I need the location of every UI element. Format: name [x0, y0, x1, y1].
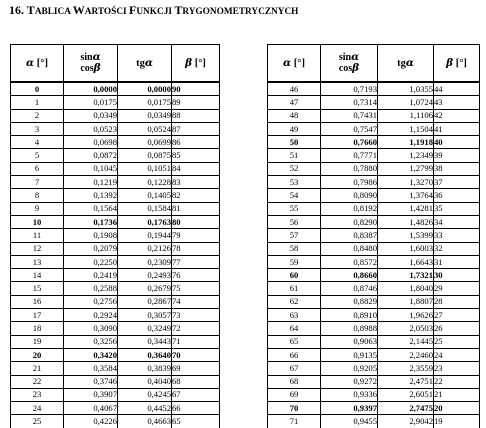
table-row	[268, 149, 480, 162]
cell-tg: 0,2309	[118, 255, 172, 268]
cell-sin-cos: 0,7771	[321, 149, 378, 162]
cell-sin-cos: 0,0175	[64, 96, 118, 109]
table-row	[11, 149, 220, 162]
title-word: UNKCJI	[136, 7, 175, 17]
table-row	[268, 229, 480, 242]
table-row	[11, 122, 220, 135]
cell-alpha: 16	[11, 295, 64, 308]
header-tg: tgα	[378, 45, 434, 83]
cell-sin-cos: 0,8660	[321, 269, 378, 282]
cell-tg: 1,6643	[378, 255, 434, 268]
title-letter: W	[72, 3, 85, 17]
cell-alpha: 19	[11, 335, 64, 348]
cell-beta: 24	[434, 348, 480, 361]
cell-beta: 89	[172, 96, 220, 109]
cell-alpha: 56	[268, 215, 321, 228]
table-row	[268, 322, 480, 335]
cell-tg: 0,3443	[118, 335, 172, 348]
cell-tg: 0,3249	[118, 322, 172, 335]
cell-sin-cos: 0,8572	[321, 255, 378, 268]
cell-alpha: 9	[11, 202, 64, 215]
cell-tg: 0,1405	[118, 189, 172, 202]
table-row	[11, 189, 220, 202]
cell-sin-cos: 0,4226	[64, 415, 118, 428]
table-row	[11, 362, 220, 375]
cell-sin-cos: 0,3256	[64, 335, 118, 348]
cell-beta: 20	[434, 402, 480, 415]
cell-beta: 71	[172, 335, 220, 348]
cell-tg: 0,4040	[118, 375, 172, 388]
cell-tg: 2,6051	[378, 388, 434, 401]
table-row	[268, 348, 480, 361]
table-row	[268, 82, 480, 96]
cell-sin-cos: 0,9135	[321, 348, 378, 361]
cell-alpha: 25	[11, 415, 64, 428]
table-row	[268, 109, 480, 122]
cell-tg: 0,4452	[118, 402, 172, 415]
header-tg: tgα	[118, 45, 172, 83]
table-row	[268, 255, 480, 268]
cell-beta: 36	[434, 189, 480, 202]
cell-tg: 0,1584	[118, 202, 172, 215]
cell-beta: 37	[434, 176, 480, 189]
cell-beta: 90	[172, 82, 220, 96]
title-word: ABLICA	[34, 7, 73, 17]
cell-beta: 41	[434, 122, 480, 135]
cell-alpha: 50	[268, 136, 321, 149]
cell-sin-cos: 0,9063	[321, 335, 378, 348]
cell-sin-cos: 0,1564	[64, 202, 118, 215]
cell-tg: 0,0524	[118, 122, 172, 135]
cell-sin-cos: 0,4067	[64, 402, 118, 415]
header-beta: β [°]	[172, 45, 220, 83]
table-row	[11, 348, 220, 361]
cell-tg: 0,1228	[118, 176, 172, 189]
cell-beta: 69	[172, 362, 220, 375]
cell-sin-cos: 0,7547	[321, 122, 378, 135]
title-number: 16.	[9, 3, 24, 17]
table-row	[11, 335, 220, 348]
cell-tg: 0,0875	[118, 149, 172, 162]
cell-tg: 0,2867	[118, 295, 172, 308]
cell-beta: 73	[172, 309, 220, 322]
table-row	[268, 122, 480, 135]
cell-tg: 1,3270	[378, 176, 434, 189]
table-row	[268, 242, 480, 255]
cell-beta: 30	[434, 269, 480, 282]
title-word: RYGONOMETRYCZNYCH	[182, 7, 299, 17]
cell-beta: 23	[434, 362, 480, 375]
cell-sin-cos: 0,3420	[64, 348, 118, 361]
cell-tg: 0,1051	[118, 162, 172, 175]
cell-tg: 0,0699	[118, 136, 172, 149]
cell-alpha: 63	[268, 309, 321, 322]
cell-tg: 1,5399	[378, 229, 434, 242]
cell-alpha: 21	[11, 362, 64, 375]
cell-alpha: 51	[268, 149, 321, 162]
cell-beta: 33	[434, 229, 480, 242]
cell-beta: 40	[434, 136, 480, 149]
cell-beta: 78	[172, 242, 220, 255]
page-title	[9, 3, 298, 18]
header-beta: β [°]	[434, 45, 480, 83]
cell-tg: 0,4663	[118, 415, 172, 428]
cell-tg: 0,4245	[118, 388, 172, 401]
cell-sin-cos: 0,2588	[64, 282, 118, 295]
table-row	[268, 189, 480, 202]
cell-alpha: 68	[268, 375, 321, 388]
title-letter: F	[129, 3, 137, 17]
cell-beta: 31	[434, 255, 480, 268]
cell-sin-cos: 0,9272	[321, 375, 378, 388]
table-row	[11, 96, 220, 109]
trig-table-left	[10, 44, 220, 428]
table-row	[268, 375, 480, 388]
cell-alpha: 64	[268, 322, 321, 335]
cell-tg: 1,0724	[378, 96, 434, 109]
cell-alpha: 12	[11, 242, 64, 255]
header-sin-cos: sinα cosβ	[321, 45, 378, 83]
cell-beta: 81	[172, 202, 220, 215]
cell-beta: 26	[434, 322, 480, 335]
cell-beta: 44	[434, 82, 480, 96]
cell-tg: 0,1944	[118, 229, 172, 242]
cell-sin-cos: 0,0349	[64, 109, 118, 122]
cell-beta: 21	[434, 388, 480, 401]
cell-alpha: 13	[11, 255, 64, 268]
cell-tg: 0,3839	[118, 362, 172, 375]
table-row	[268, 335, 480, 348]
cell-sin-cos: 0,7193	[321, 82, 378, 96]
cell-tg: 0,2493	[118, 269, 172, 282]
cell-alpha: 3	[11, 122, 64, 135]
cell-alpha: 4	[11, 136, 64, 149]
cell-tg: 0,0175	[118, 96, 172, 109]
cell-beta: 88	[172, 109, 220, 122]
table-row	[268, 162, 480, 175]
cell-sin-cos: 0,2079	[64, 242, 118, 255]
table-row	[268, 388, 480, 401]
cell-alpha: 7	[11, 176, 64, 189]
cell-tg: 2,4751	[378, 375, 434, 388]
table-row	[268, 202, 480, 215]
cell-alpha: 8	[11, 189, 64, 202]
cell-alpha: 52	[268, 162, 321, 175]
cell-alpha: 58	[268, 242, 321, 255]
cell-sin-cos: 0,3907	[64, 388, 118, 401]
table-row	[11, 176, 220, 189]
cell-tg: 1,7321	[378, 269, 434, 282]
table-row	[11, 282, 220, 295]
trig-table-right	[267, 44, 480, 428]
cell-tg: 0,3057	[118, 309, 172, 322]
cell-tg: 0,0000	[118, 82, 172, 96]
cell-tg: 1,9626	[378, 309, 434, 322]
cell-sin-cos: 0,8829	[321, 295, 378, 308]
cell-sin-cos: 0,7880	[321, 162, 378, 175]
cell-tg: 2,2460	[378, 348, 434, 361]
cell-sin-cos: 0,2924	[64, 309, 118, 322]
cell-alpha: 67	[268, 362, 321, 375]
cell-tg: 2,7475	[378, 402, 434, 415]
cell-beta: 27	[434, 309, 480, 322]
cell-beta: 65	[172, 415, 220, 428]
cell-tg: 1,2349	[378, 149, 434, 162]
cell-sin-cos: 0,8746	[321, 282, 378, 295]
cell-tg: 1,8040	[378, 282, 434, 295]
cell-alpha: 18	[11, 322, 64, 335]
header-alpha: α [°]	[11, 45, 64, 83]
table-row	[11, 255, 220, 268]
cell-alpha: 15	[11, 282, 64, 295]
cell-beta: 32	[434, 242, 480, 255]
cell-sin-cos: 0,8290	[321, 215, 378, 228]
cell-tg: 2,1445	[378, 335, 434, 348]
cell-alpha: 54	[268, 189, 321, 202]
cell-sin-cos: 0,1908	[64, 229, 118, 242]
table-row	[268, 269, 480, 282]
cell-tg: 1,8807	[378, 295, 434, 308]
cell-alpha: 11	[11, 229, 64, 242]
cell-beta: 80	[172, 215, 220, 228]
cell-sin-cos: 0,0523	[64, 122, 118, 135]
title-letter: T	[26, 3, 35, 17]
cell-alpha: 49	[268, 122, 321, 135]
cell-sin-cos: 0,7431	[321, 109, 378, 122]
cell-tg: 0,2679	[118, 282, 172, 295]
cell-alpha: 61	[268, 282, 321, 295]
cell-beta: 19	[434, 415, 480, 428]
cell-sin-cos: 0,8387	[321, 229, 378, 242]
cell-sin-cos: 0,3746	[64, 375, 118, 388]
cell-tg: 1,1918	[378, 136, 434, 149]
cell-beta: 76	[172, 269, 220, 282]
cell-alpha: 47	[268, 96, 321, 109]
cell-tg: 2,3559	[378, 362, 434, 375]
cell-alpha: 5	[11, 149, 64, 162]
cell-alpha: 62	[268, 295, 321, 308]
cell-tg: 0,1763	[118, 215, 172, 228]
cell-alpha: 65	[268, 335, 321, 348]
cell-tg: 1,2799	[378, 162, 434, 175]
cell-alpha: 60	[268, 269, 321, 282]
cell-tg: 1,4826	[378, 215, 434, 228]
table-row	[11, 388, 220, 401]
cell-beta: 25	[434, 335, 480, 348]
cell-sin-cos: 0,9205	[321, 362, 378, 375]
table-row	[11, 202, 220, 215]
table-row	[11, 295, 220, 308]
cell-alpha: 48	[268, 109, 321, 122]
cell-beta: 86	[172, 136, 220, 149]
cell-tg: 1,0355	[378, 82, 434, 96]
table-header-row	[268, 45, 480, 83]
header-sin-cos: sinα cosβ	[64, 45, 118, 83]
cell-beta: 68	[172, 375, 220, 388]
cell-sin-cos: 0,9336	[321, 388, 378, 401]
table-row	[11, 269, 220, 282]
cell-alpha: 0	[11, 82, 64, 96]
cell-tg: 0,2126	[118, 242, 172, 255]
cell-beta: 66	[172, 402, 220, 415]
cell-sin-cos: 0,8988	[321, 322, 378, 335]
cell-beta: 28	[434, 295, 480, 308]
header-alpha: α [°]	[268, 45, 321, 83]
table-row	[11, 162, 220, 175]
cell-alpha: 1	[11, 96, 64, 109]
cell-beta: 67	[172, 388, 220, 401]
cell-beta: 72	[172, 322, 220, 335]
cell-sin-cos: 0,8480	[321, 242, 378, 255]
cell-sin-cos: 0,2250	[64, 255, 118, 268]
title-word: ARTOŚCI	[84, 7, 129, 17]
cell-alpha: 17	[11, 309, 64, 322]
table-row	[268, 309, 480, 322]
cell-tg: 0,0349	[118, 109, 172, 122]
title-letter: T	[174, 3, 183, 17]
table-row	[11, 309, 220, 322]
cell-alpha: 22	[11, 375, 64, 388]
table-row	[11, 242, 220, 255]
cell-tg: 2,0503	[378, 322, 434, 335]
cell-sin-cos: 0,8192	[321, 202, 378, 215]
cell-alpha: 14	[11, 269, 64, 282]
table-header-row	[11, 45, 220, 83]
cell-beta: 85	[172, 149, 220, 162]
cell-alpha: 46	[268, 82, 321, 96]
table-row	[11, 229, 220, 242]
table-row	[268, 136, 480, 149]
cell-beta: 87	[172, 122, 220, 135]
cell-alpha: 20	[11, 348, 64, 361]
cell-tg: 0,3640	[118, 348, 172, 361]
table-row	[268, 282, 480, 295]
cell-sin-cos: 0,9455	[321, 415, 378, 428]
cell-beta: 29	[434, 282, 480, 295]
cell-tg: 1,6003	[378, 242, 434, 255]
cell-beta: 42	[434, 109, 480, 122]
cell-alpha: 23	[11, 388, 64, 401]
cell-beta: 35	[434, 202, 480, 215]
cell-sin-cos: 0,0698	[64, 136, 118, 149]
cell-sin-cos: 0,3584	[64, 362, 118, 375]
table-row	[11, 215, 220, 228]
cell-alpha: 70	[268, 402, 321, 415]
cell-beta: 82	[172, 189, 220, 202]
cell-alpha: 10	[11, 215, 64, 228]
cell-beta: 34	[434, 215, 480, 228]
table-row	[11, 136, 220, 149]
cell-beta: 43	[434, 96, 480, 109]
cell-beta: 74	[172, 295, 220, 308]
cell-sin-cos: 0,2419	[64, 269, 118, 282]
table-row	[268, 402, 480, 415]
table-row	[11, 109, 220, 122]
cell-sin-cos: 0,8090	[321, 189, 378, 202]
cell-beta: 70	[172, 348, 220, 361]
cell-tg: 1,1106	[378, 109, 434, 122]
cell-beta: 84	[172, 162, 220, 175]
table-row	[268, 295, 480, 308]
cell-alpha: 2	[11, 109, 64, 122]
cell-sin-cos: 0,1392	[64, 189, 118, 202]
table-row	[268, 96, 480, 109]
cell-beta: 22	[434, 375, 480, 388]
cell-sin-cos: 0,0000	[64, 82, 118, 96]
cell-sin-cos: 0,7660	[321, 136, 378, 149]
cell-beta: 75	[172, 282, 220, 295]
cell-sin-cos: 0,8910	[321, 309, 378, 322]
table-row	[11, 415, 220, 428]
cell-beta: 79	[172, 229, 220, 242]
cell-sin-cos: 0,0872	[64, 149, 118, 162]
cell-alpha: 66	[268, 348, 321, 361]
table-row	[11, 322, 220, 335]
cell-sin-cos: 0,2756	[64, 295, 118, 308]
table-row	[268, 415, 480, 428]
cell-tg: 1,1504	[378, 122, 434, 135]
cell-alpha: 24	[11, 402, 64, 415]
cell-sin-cos: 0,1736	[64, 215, 118, 228]
cell-alpha: 59	[268, 255, 321, 268]
cell-beta: 83	[172, 176, 220, 189]
table-row	[268, 215, 480, 228]
cell-alpha: 71	[268, 415, 321, 428]
cell-beta: 38	[434, 162, 480, 175]
cell-sin-cos: 0,1045	[64, 162, 118, 175]
table-row	[11, 375, 220, 388]
cell-alpha: 69	[268, 388, 321, 401]
cell-tg: 1,3764	[378, 189, 434, 202]
cell-sin-cos: 0,9397	[321, 402, 378, 415]
cell-beta: 39	[434, 149, 480, 162]
cell-tg: 2,9042	[378, 415, 434, 428]
table-row	[268, 362, 480, 375]
cell-alpha: 6	[11, 162, 64, 175]
table-row	[268, 176, 480, 189]
cell-sin-cos: 0,1219	[64, 176, 118, 189]
cell-tg: 1,4281	[378, 202, 434, 215]
cell-beta: 77	[172, 255, 220, 268]
cell-sin-cos: 0,7314	[321, 96, 378, 109]
cell-sin-cos: 0,3090	[64, 322, 118, 335]
cell-alpha: 53	[268, 176, 321, 189]
cell-alpha: 57	[268, 229, 321, 242]
table-row	[11, 82, 220, 96]
table-row	[11, 402, 220, 415]
cell-alpha: 55	[268, 202, 321, 215]
cell-sin-cos: 0,7986	[321, 176, 378, 189]
